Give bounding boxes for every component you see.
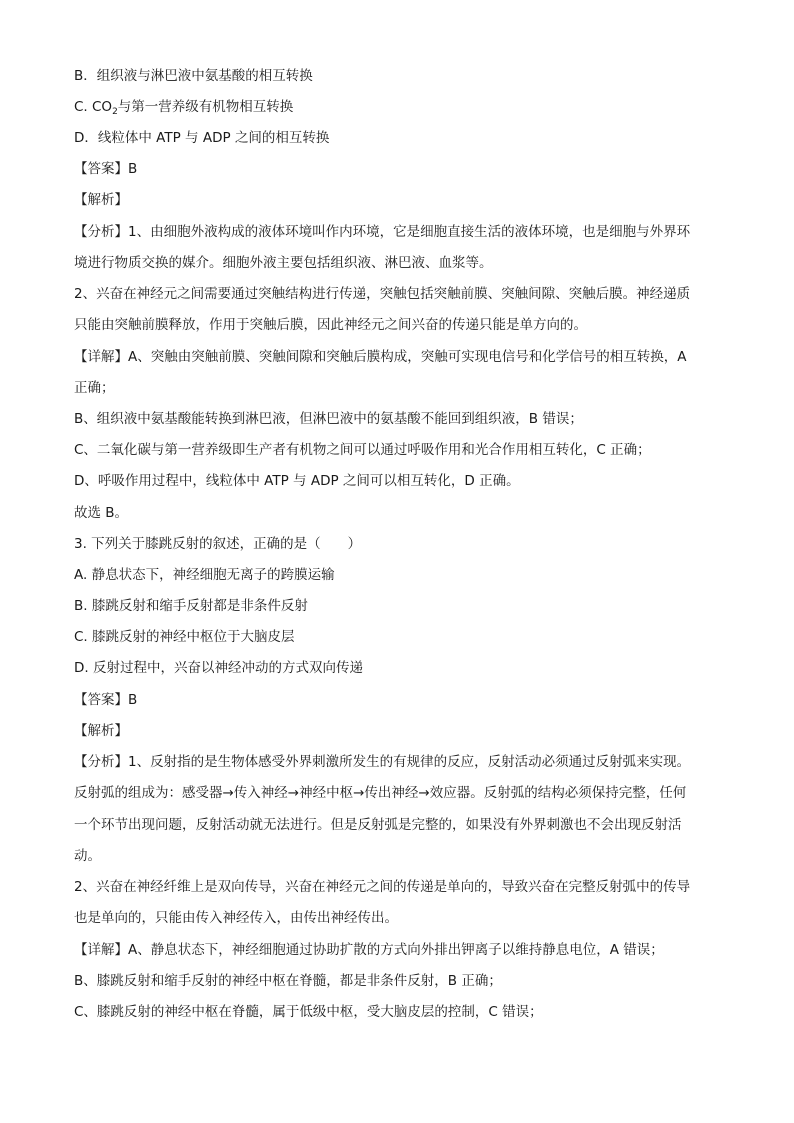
q3-stem: 3. 下列关于膝跳反射的叙述，正确的是（ ） (74, 536, 362, 552)
q2-xiangjie-c: C、二氧化碳与第一营养级即生产者有机物之间可以通过呼吸作用和光合作用相互转化，C 正确； (74, 442, 651, 458)
q2-fenxi-1b: 境进行物质交换的媒介。细胞外液主要包括组织液、淋巴液、血浆等。 (74, 255, 493, 271)
q2-xiangjie-a2: 正确； (74, 380, 115, 396)
q3-fenxi-2b: 也是单向的，只能由传入神经传入，由传出神经传出。 (74, 910, 398, 926)
q3-option-a: A. 静息状态下，神经细胞无离子的跨膜运输 (74, 567, 335, 583)
q3-xiangjie-a: 【详解】A、静息状态下，神经细胞通过协助扩散的方式向外排出钾离子以维持静息电位，A 错误； (74, 942, 664, 958)
q3-fenxi-2a: 2、兴奋在神经纤维上是双向传导，兴奋在神经元之间的传递是单向的，导致兴奋在完整反射弧中的传导 (74, 879, 691, 895)
q2-option-c-sub: 2 (112, 107, 118, 117)
q2-fenxi-2a: 2、兴奋在神经元之间需要通过突触结构进行传递，突触包括突触前膜、突触间隙、突触后膜。神经递质 (74, 286, 691, 302)
q3-fenxi-1d: 动。 (74, 848, 101, 864)
q2-option-c (74, 97, 734, 117)
q3-analysis-label: 【解析】 (74, 723, 128, 739)
q3-fenxi-1b: 反射弧的组成为：感受器→传入神经→神经中枢→传出神经→效应器。反射弧的结构必须保持完整，任何 (74, 785, 687, 801)
q3-answer: 【答案】B (74, 692, 138, 708)
q2-fenxi-1a: 【分析】1、由细胞外液构成的液体环境叫作内环境，它是细胞直接生活的液体环境，也是细胞与外界环 (74, 224, 691, 240)
q2-fenxi-2b: 只能由突触前膜释放，作用于突触后膜，因此神经元之间兴奋的传递只能是单方向的。 (74, 317, 587, 333)
q2-option-d: D．线粒体中 ATP 与 ADP 之间的相互转换 (74, 130, 330, 146)
q2-option-c-post: 与第一营养级有机物相互转换 (117, 99, 294, 115)
q2-xiangjie-b: B、组织液中氨基酸能转换到淋巴液，但淋巴液中的氨基酸不能回到组织液，B 错误； (74, 411, 583, 427)
q2-option-b: B．组织液与淋巴液中氨基酸的相互转换 (74, 68, 313, 84)
q3-xiangjie-c: C、膝跳反射的神经中枢在脊髓，属于低级中枢，受大脑皮层的控制，C 错误； (74, 1004, 543, 1020)
q3-option-b: B. 膝跳反射和缩手反射都是非条件反射 (74, 598, 308, 614)
q3-fenxi-1c: 一个环节出现问题，反射活动就无法进行。但是反射弧是完整的，如果没有外界刺激也不会出现反射活 (74, 817, 682, 833)
q3-option-c: C. 膝跳反射的神经中枢位于大脑皮层 (74, 629, 295, 645)
q2-analysis-label: 【解析】 (74, 192, 128, 208)
q2-conclusion: 故选 B。 (74, 505, 129, 521)
q2-option-c-pre: C. CO (74, 99, 113, 115)
q3-fenxi-1a: 【分析】1、反射指的是生物体感受外界刺激所发生的有规律的反应，反射活动必须通过反射弧来实现。 (74, 754, 691, 770)
q2-xiangjie-a1: 【详解】A、突触由突触前膜、突触间隙和突触后膜构成，突触可实现电信号和化学信号的相互转换，A (74, 349, 687, 365)
q2-xiangjie-d: D、呼吸作用过程中，线粒体中 ATP 与 ADP 之间可以相互转化，D 正确。 (74, 473, 520, 489)
q3-option-d: D. 反射过程中，兴奋以神经冲动的方式双向传递 (74, 660, 363, 676)
q3-xiangjie-b: B、膝跳反射和缩手反射的神经中枢在脊髓，都是非条件反射，B 正确； (74, 973, 502, 989)
q2-answer: 【答案】B (74, 161, 138, 177)
